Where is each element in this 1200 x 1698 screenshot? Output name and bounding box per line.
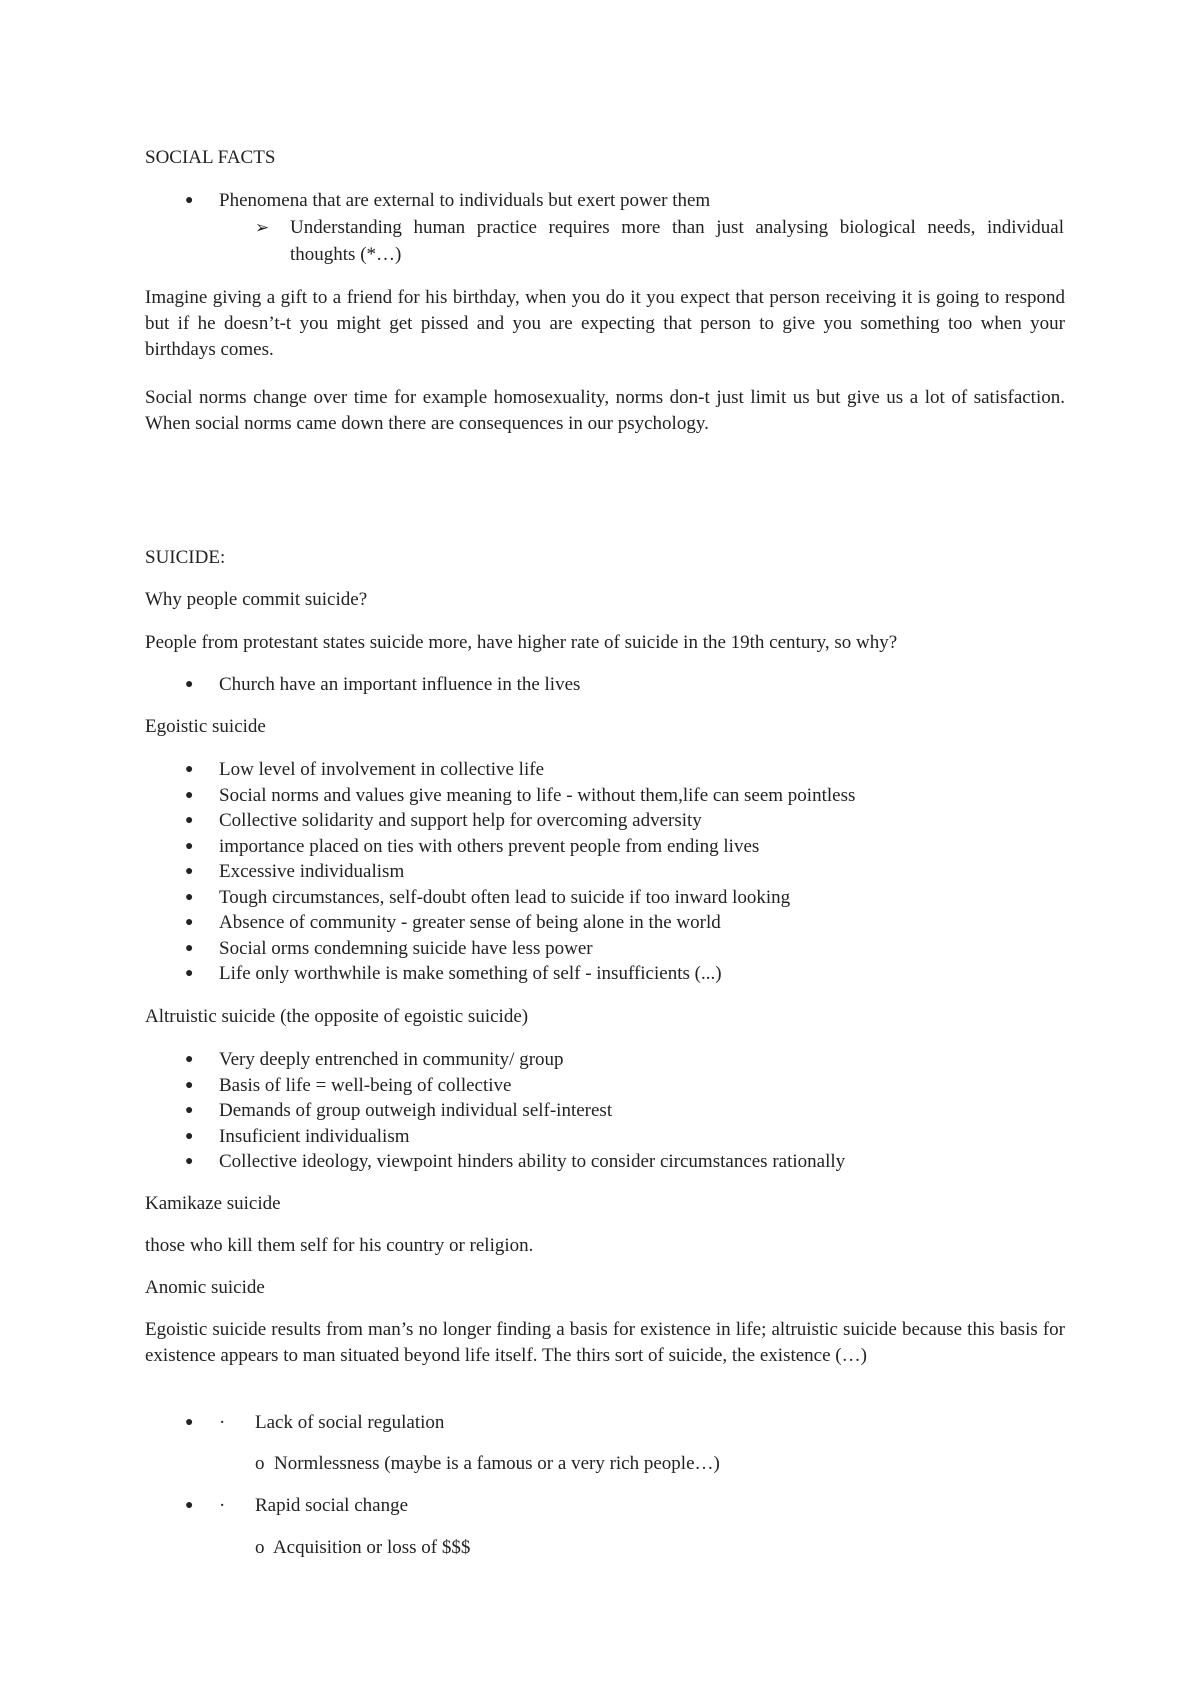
list-item: ● Social orms condemning suicide have less power — [145, 936, 1065, 962]
bullet-icon: ● — [185, 787, 194, 803]
bullet-icon: ● — [185, 1415, 194, 1430]
kamikaze-title: Kamikaze suicide — [145, 1193, 281, 1214]
paragraph-social-norms: Social norms change over time for example homosexuality, norms don-t just limit us but give us a lot of satisfaction. When social norms came down there are consequences in our psychology. — [145, 387, 1065, 434]
list-item: ● Collective ideology, viewpoint hinders ability to consider circumstances rationally — [145, 1149, 1065, 1175]
bullet-icon: ● — [185, 1103, 194, 1118]
anomic-point-1: Lack of social regulation — [255, 1412, 445, 1433]
list-item: ● Basis of life = well-being of collective — [145, 1073, 1065, 1099]
egoistic-title: Egoistic suicide — [145, 716, 266, 737]
list-item: ● Collective solidarity and support help for overcoming adversity — [145, 808, 1065, 834]
bullet-icon: ● — [185, 940, 194, 956]
paragraph-gift: Imagine giving a gift to a friend for his birthday, when you do it you expect that person receiving it is going to respond but if he doesn’t-t you might get pissed and you are expecting that person to give you something too when your birthdays comes. — [145, 287, 1065, 360]
egoistic-list — [145, 757, 1065, 987]
altruistic-title: Altruistic suicide (the opposite of egoistic suicide) — [145, 1006, 529, 1027]
bullet-icon: ● — [185, 813, 194, 828]
suicide-question: Why people commit suicide? — [145, 589, 368, 610]
heading-suicide: SUICIDE: — [145, 547, 226, 568]
list-item: ● Social norms and values give meaning to life - without them,life can seem pointless — [145, 783, 1065, 809]
list-item: ● Phenomena that are external to individuals but exert power them — [145, 188, 1065, 214]
bullet-icon: ● — [185, 1128, 194, 1144]
list-item: ● Absence of community - greater sense of being alone in the world — [145, 910, 1065, 936]
list-item: ● Excessive individualism — [145, 859, 1065, 885]
bullet-icon: ● — [185, 915, 194, 930]
bullet-icon: ● — [185, 1154, 194, 1169]
bullet-icon: ● — [185, 762, 194, 777]
heading-social-facts: SOCIAL FACTS — [145, 147, 276, 168]
list-item: ● Insuficient individualism — [145, 1124, 1065, 1150]
arrow-list-item: ➢ Understanding human practice requires more than just analysing biological needs, individual thoughts (*…) — [290, 214, 1064, 268]
bullet-icon: ● — [185, 966, 194, 981]
bullet-icon: ● — [185, 1077, 194, 1093]
anomic-subpoint-2: o Acquisition or loss of $$$ — [255, 1537, 471, 1558]
middle-dot-icon: · — [219, 1412, 226, 1433]
anomic-point-2: Rapid social change — [255, 1495, 409, 1516]
bullet-icon: ● — [185, 193, 194, 208]
list-item: ● Church have an important influence in the lives — [145, 672, 1065, 698]
bullet-icon: ● — [185, 677, 194, 692]
list-item: ● Life only worthwhile is make something of self - insufficients (...) — [145, 961, 1065, 987]
anomic-title: Anomic suicide — [145, 1277, 265, 1298]
anomic-subpoint-1: o Normlessness (maybe is a famous or a very rich people…) — [255, 1453, 720, 1474]
altruistic-list — [145, 1047, 1065, 1175]
middle-dot-icon: · — [219, 1495, 226, 1516]
bullet-icon: ● — [185, 1052, 194, 1067]
circle-bullet-icon: o — [255, 1537, 265, 1558]
list-item: ● Low level of involvement in collective life — [145, 757, 1065, 783]
list-item: ● Very deeply entrenched in community/ group — [145, 1047, 1065, 1073]
bullet-icon: ● — [185, 1498, 194, 1513]
list-item: ● importance placed on ties with others prevent people from ending lives — [145, 834, 1065, 860]
bullet-icon: ● — [185, 838, 194, 854]
kamikaze-text: those who kill them self for his country or religion. — [145, 1235, 534, 1256]
social-facts-bullets — [145, 188, 1065, 214]
bullet-icon: ● — [185, 864, 194, 879]
arrow-bullet-icon: ➢ — [255, 218, 270, 237]
list-item: ● Tough circumstances, self-doubt often lead to suicide if too inward looking — [145, 885, 1065, 911]
circle-bullet-icon: o — [255, 1453, 265, 1474]
list-item: ● Demands of group outweigh individual self-interest — [145, 1098, 1065, 1124]
church-bullets — [145, 672, 1065, 698]
anomic-paragraph: Egoistic suicide results from man’s no longer finding a basis for existence in life; altruistic suicide because this basis for existence appears to man situated beyond life itself. The thirs sort of suicide, the existence (…) — [145, 1319, 1065, 1366]
bullet-icon: ● — [185, 889, 194, 905]
suicide-intro: People from protestant states suicide more, have higher rate of suicide in the 19th century, so why? — [145, 632, 898, 653]
